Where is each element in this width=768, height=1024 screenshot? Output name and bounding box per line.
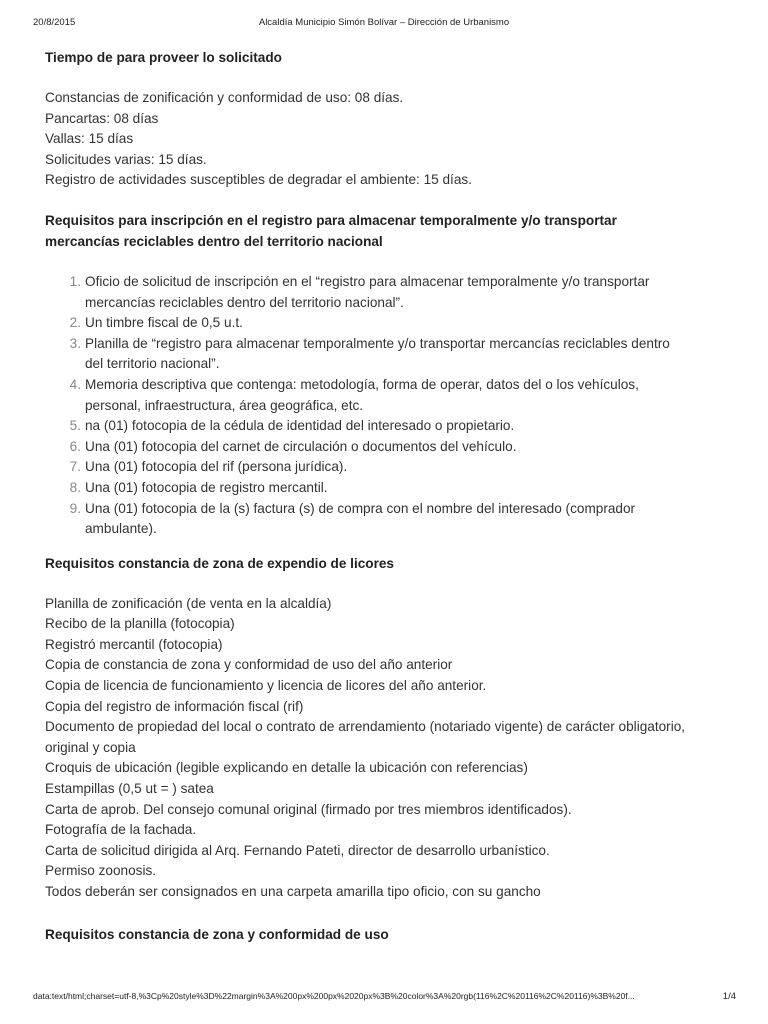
licores-line: Copia de constancia de zona y conformidad de uso del año anterior — [45, 657, 453, 673]
list-item-text: Una (01) fotocopia del carnet de circulación o documentos del vehículo. — [85, 438, 517, 454]
licores-line: Fotografía de la fachada. — [45, 822, 197, 838]
list-number: 8. — [69, 479, 81, 495]
list-item-text: Una (01) fotocopia de registro mercantil. — [85, 479, 328, 495]
print-url: data:text/html;charset=utf-8,%3Cp%20style%3D%22margin%3A%200px%200px%2020px%3B%20color%3A%20rgb(116%2C%20116%2C%20116)%3B%20f... — [33, 991, 635, 1001]
list-number: 2. — [69, 315, 81, 331]
page-number: 1/4 — [722, 991, 736, 1002]
licores-line: Carta de aprob. Del consejo comunal original (firmado por tres miembros identificados). — [45, 801, 572, 817]
licores-line: original y copia — [45, 739, 136, 755]
list-item — [69, 416, 735, 437]
list-item-text: mercancías reciclables dentro del territorio nacional”. — [85, 294, 404, 310]
licores-line: Documento de propiedad del local o contrato de arrendamiento (notariado vigente) de carácter obligatorio, — [45, 719, 686, 735]
list-item-text: ambulante). — [85, 521, 157, 537]
registro-requirements-list — [45, 272, 735, 540]
print-footer — [0, 991, 768, 1005]
list-item — [69, 375, 735, 416]
licores-line: Carta de solicitud dirigida al Arq. Fernando Pateti, director de desarrollo urbanístico. — [45, 842, 550, 858]
heading-registro-line2: mercancías reciclables dentro del territorio nacional — [45, 233, 383, 249]
licores-line: Estampillas (0,5 ut = ) satea — [45, 781, 214, 797]
heading-conformidad: Requisitos constancia de zona y conformidad de uso — [45, 926, 389, 942]
list-number: 5. — [69, 418, 81, 434]
heading-licores: Requisitos constancia de zona de expendio de licores — [45, 555, 394, 571]
heading-registro — [45, 210, 735, 252]
licores-line: Planilla de zonificación (de venta en la alcaldía) — [45, 595, 332, 611]
tiempo-line: Vallas: 15 días — [45, 131, 134, 147]
licores-line: Croquis de ubicación (legible explicando en detalle la ubicación con referencias) — [45, 760, 528, 776]
document-body — [45, 47, 735, 945]
list-item — [69, 437, 735, 458]
tiempo-line: Registro de actividades susceptibles de degradar el ambiente: 15 días. — [45, 172, 472, 188]
print-date: 20/8/2015 — [33, 17, 76, 28]
list-number: 9. — [69, 500, 81, 516]
licores-line: Copia del registro de información fiscal (rif) — [45, 698, 304, 714]
licores-line: Recibo de la planilla (fotocopia) — [45, 616, 235, 632]
tiempo-list — [45, 88, 735, 191]
heading-registro-line1: Requisitos para inscripción en el registro para almacenar temporalmente y/o transportar — [45, 212, 617, 228]
list-item — [69, 272, 735, 313]
print-header — [0, 17, 768, 31]
heading-tiempo: Tiempo de para proveer lo solicitado — [45, 50, 282, 65]
list-item — [69, 313, 735, 334]
tiempo-line: Pancartas: 08 días — [45, 110, 159, 126]
licores-line: Todos deberán ser consignados en una carpeta amarilla tipo oficio, con su gancho — [45, 884, 541, 899]
tiempo-line: Solicitudes varias: 15 días. — [45, 151, 207, 167]
list-item-text: Una (01) fotocopia de la (s) factura (s) de compra con el nombre del interesado (comprador — [85, 500, 636, 516]
list-number: 6. — [69, 438, 81, 454]
list-item — [69, 499, 735, 540]
list-number: 7. — [69, 459, 81, 475]
list-item-text: na (01) fotocopia de la cédula de identidad del interesado o propietario. — [85, 418, 515, 434]
list-item — [69, 478, 735, 499]
licores-line: Permiso zoonosis. — [45, 863, 157, 879]
print-title: Alcaldía Municipio Simón Bolívar – Dirección de Urbanismo — [258, 17, 510, 28]
tiempo-line: Constancias de zonificación y conformidad de uso: 08 días. — [45, 90, 404, 105]
list-number: 3. — [69, 335, 81, 351]
licores-line: Copia de licencia de funcionamiento y licencia de licores del año anterior. — [45, 678, 487, 694]
licores-line: Registró mercantil (fotocopia) — [45, 636, 223, 652]
list-item-text: Oficio de solicitud de inscripción en el “registro para almacenar temporalmente y/o transportar — [85, 273, 650, 289]
list-item — [69, 457, 735, 478]
list-item-text: Planilla de “registro para almacenar temporalmente y/o transportar mercancías reciclables dentro — [85, 335, 670, 351]
licores-list — [45, 594, 735, 903]
list-number: 4. — [69, 376, 81, 392]
list-item-text: Una (01) fotocopia del rif (persona jurídica). — [85, 459, 348, 475]
list-item-text: personal, infraestructura, área geográfica, etc. — [85, 397, 364, 413]
list-item-text: del territorio nacional”. — [85, 356, 220, 372]
list-number: 1. — [69, 273, 81, 289]
list-item-text: Un timbre fiscal de 0,5 u.t. — [85, 315, 243, 331]
list-item — [69, 334, 735, 375]
list-item-text: Memoria descriptiva que contenga: metodología, forma de operar, datos del o los vehículos, — [85, 376, 639, 392]
